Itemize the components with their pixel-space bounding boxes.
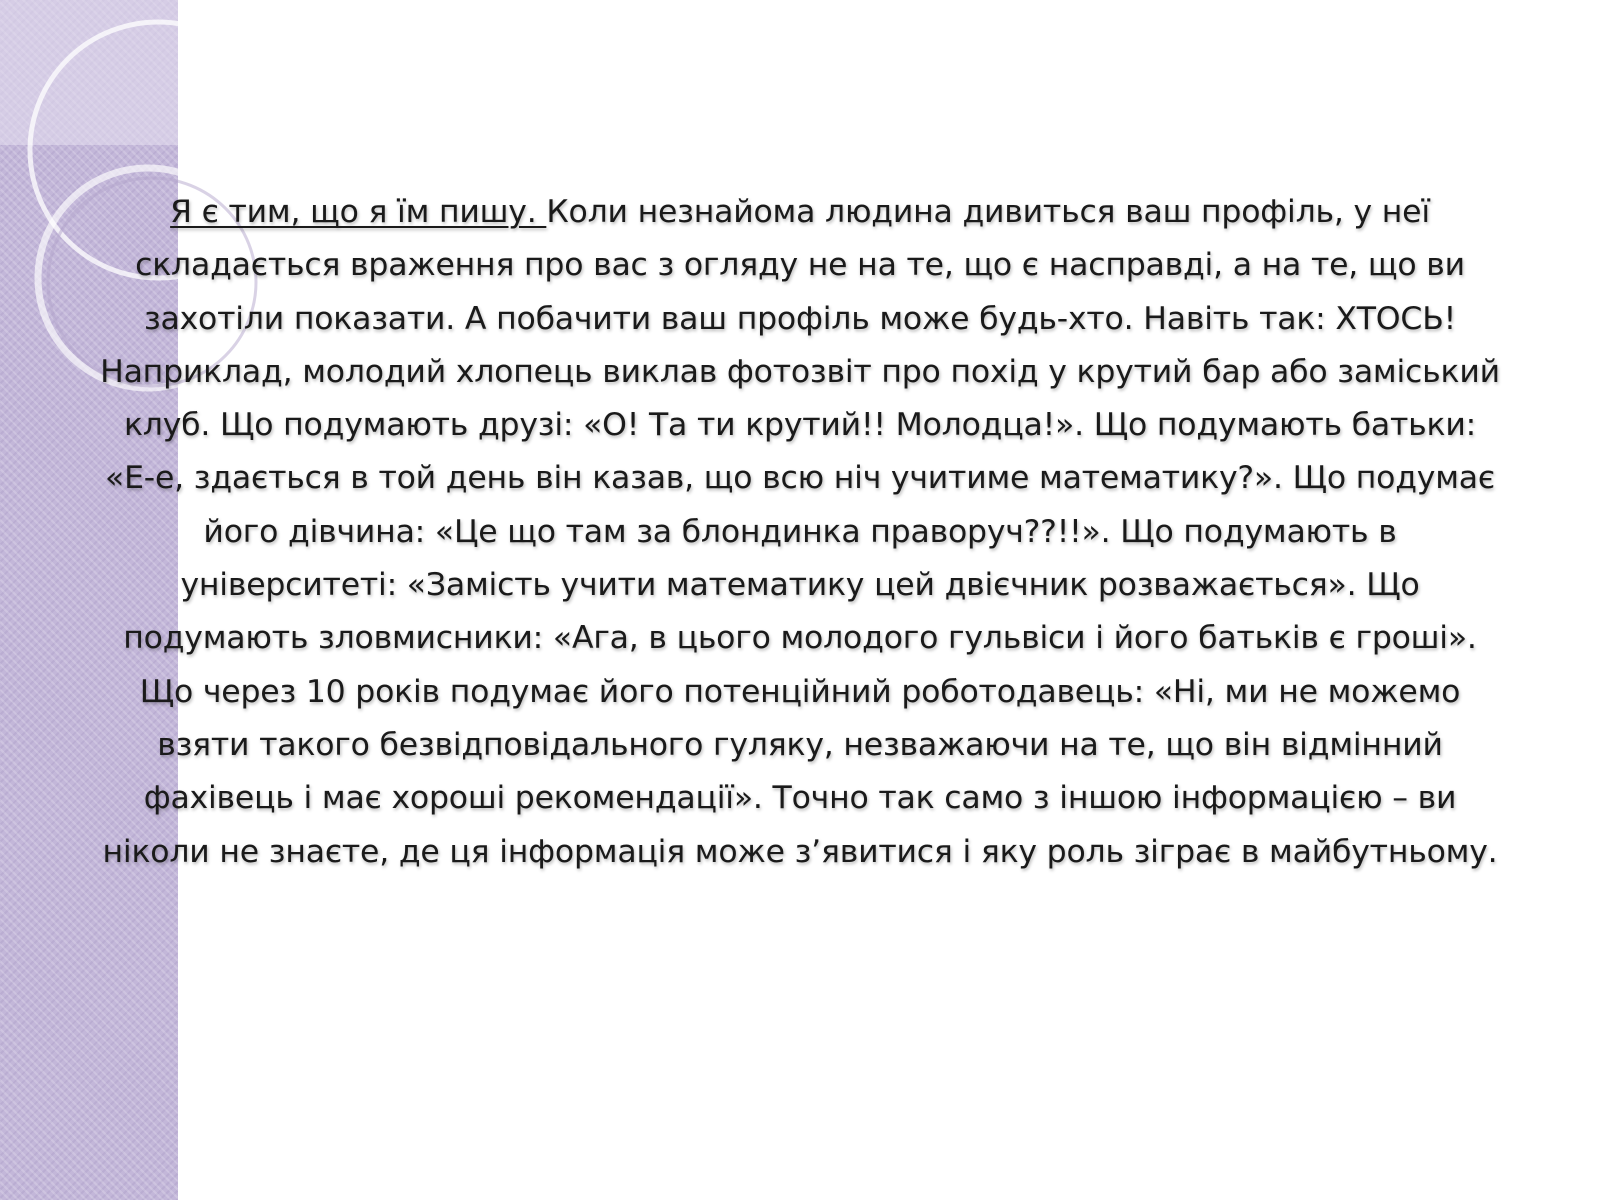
slide-body-text: [100, 186, 1500, 879]
lead-sentence: Я є тим, що я їм пишу.: [170, 194, 547, 230]
body-paragraph: Коли незнайома людина дивиться ваш профіль, у неї складається враження про вас з огляду не на те, що є насправді, а на те, що ви захотіли показати. А побачити ваш профіль може будь-хто. Навіть так: ХТОСЬ! Наприклад, молодий хлопець виклав фотозвіт про похід у крутий бар або заміський клуб. Що подумають друзі: «О! Та ти крутий!! Молодца!». Що подумають батьки: «Е-е, здається в той день він казав, що всю ніч учитиме математику?». Що подумає його дівчина: «Це що там за блондинка праворуч??!!». Що подумають в університеті: «Замість учити математику цей двієчник розважається». Що подумають зловмисники: «Ага, в цього молодого гульвіси і його батьків є гроші». Що через 10 років подумає його потенційний роботодавець: «Ні, ми не можемо взяти такого безвідповідального гуляку, незважаючи на те, що він відмінний фахівець і має хороші рекомендації». Точно так само з іншою інформацією – ви ніколи не знаєте, де ця інформація може з’явитися і яку роль зіграє в майбутньому.: [100, 194, 1500, 870]
side-band-highlight: [0, 0, 178, 145]
